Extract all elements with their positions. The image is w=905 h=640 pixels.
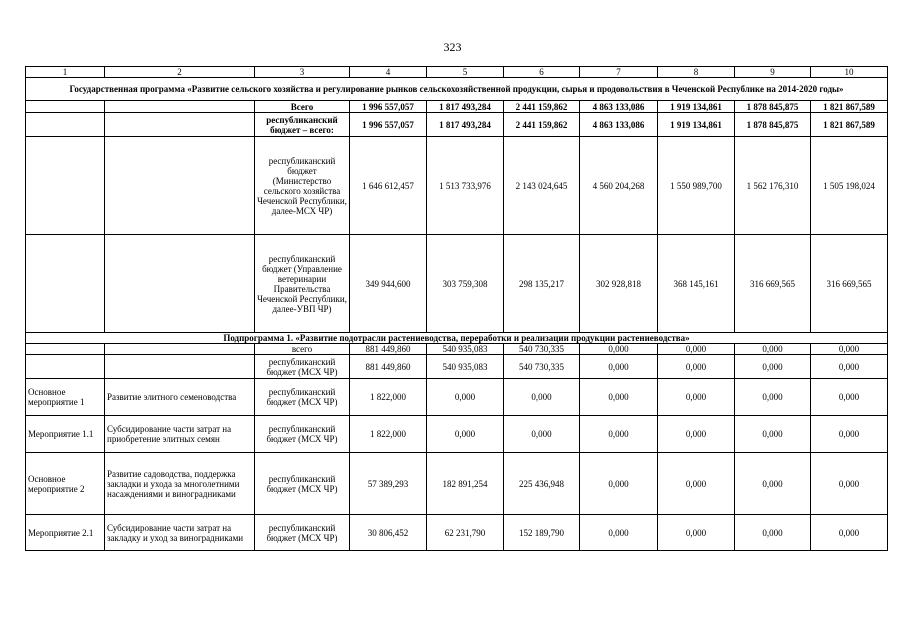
value-cell: 298 135,217 <box>504 235 580 333</box>
value-cell: 1 996 557,057 <box>350 101 427 113</box>
code-cell: Мероприятие 2.1 <box>26 515 105 551</box>
value-cell: 0,000 <box>580 379 658 416</box>
value-cell: 1 821 867,589 <box>811 113 888 137</box>
column-number: 3 <box>255 67 350 78</box>
column-number: 9 <box>735 67 811 78</box>
column-number: 4 <box>350 67 427 78</box>
name-cell: Субсидирование части затрат на закладку и уход за виноградниками <box>105 515 255 551</box>
column-number-row <box>26 67 888 78</box>
value-cell: 1 822,000 <box>350 416 427 453</box>
value-cell: 0,000 <box>580 416 658 453</box>
value-cell: 57 389,293 <box>350 453 427 515</box>
column-number: 8 <box>658 67 735 78</box>
value-cell: 0,000 <box>735 453 811 515</box>
value-cell: 30 806,452 <box>350 515 427 551</box>
value-cell: 1 817 493,284 <box>427 101 504 113</box>
value-cell: 368 145,161 <box>658 235 735 333</box>
name-cell <box>105 113 255 137</box>
source-cell: республиканский бюджет (Министерство сельского хозяйства Чеченской Республики, далее-МСХ ЧР) <box>255 137 350 235</box>
value-cell: 1 878 845,875 <box>735 113 811 137</box>
value-cell: 1 878 845,875 <box>735 101 811 113</box>
value-cell: 225 436,948 <box>504 453 580 515</box>
code-cell: Мероприятие 1.1 <box>26 416 105 453</box>
value-cell: 1 646 612,457 <box>350 137 427 235</box>
value-cell: 4 863 133,086 <box>580 113 658 137</box>
name-cell: Субсидирование части затрат на приобретение элитных семян <box>105 416 255 453</box>
program-title-row <box>26 78 888 101</box>
value-cell: 62 231,790 <box>427 515 504 551</box>
value-cell: 881 449,860 <box>350 355 427 379</box>
value-cell: 1 996 557,057 <box>350 113 427 137</box>
value-cell: 540 935,083 <box>427 355 504 379</box>
source-cell: республиканский бюджет (МСХ ЧР) <box>255 355 350 379</box>
value-cell: 0,000 <box>735 344 811 355</box>
code-cell: Основное мероприятие 1 <box>26 379 105 416</box>
value-cell: 0,000 <box>427 379 504 416</box>
value-cell: 0,000 <box>580 344 658 355</box>
source-cell: республиканский бюджет (МСХ ЧР) <box>255 379 350 416</box>
value-cell: 1 513 733,976 <box>427 137 504 235</box>
value-cell: 1 919 134,861 <box>658 101 735 113</box>
column-number: 10 <box>811 67 888 78</box>
code-cell <box>26 355 105 379</box>
value-cell: 0,000 <box>811 416 888 453</box>
source-cell: республиканский бюджет – всего: <box>255 113 350 137</box>
table-row <box>26 101 888 113</box>
table-row <box>26 379 888 416</box>
value-cell: 2 441 159,862 <box>504 113 580 137</box>
column-number: 1 <box>26 67 105 78</box>
value-cell: 540 935,083 <box>427 344 504 355</box>
value-cell: 1 821 867,589 <box>811 101 888 113</box>
code-cell <box>26 235 105 333</box>
table-row <box>26 137 888 235</box>
table-row <box>26 515 888 551</box>
value-cell: 540 730,335 <box>504 344 580 355</box>
page-number: 323 <box>443 40 462 54</box>
value-cell: 0,000 <box>811 453 888 515</box>
source-cell: республиканский бюджет (МСХ ЧР) <box>255 416 350 453</box>
value-cell: 302 928,818 <box>580 235 658 333</box>
source-cell: республиканский бюджет (Управление ветеринарии Правительства Чеченской Республики, далее-УВП ЧР) <box>255 235 350 333</box>
table-row <box>26 344 888 355</box>
budget-table <box>25 66 888 551</box>
name-cell <box>105 137 255 235</box>
subprogram-title-row <box>26 333 888 344</box>
value-cell: 1 822,000 <box>350 379 427 416</box>
value-cell: 0,000 <box>811 344 888 355</box>
value-cell: 4 560 204,268 <box>580 137 658 235</box>
value-cell: 540 730,335 <box>504 355 580 379</box>
value-cell: 152 189,790 <box>504 515 580 551</box>
value-cell: 0,000 <box>658 344 735 355</box>
value-cell: 0,000 <box>735 416 811 453</box>
name-cell: Развитие садоводства, поддержка закладки и ухода за многолетними насаждениями и виноградниками <box>105 453 255 515</box>
name-cell: Развитие элитного семеноводства <box>105 379 255 416</box>
value-cell: 0,000 <box>504 379 580 416</box>
value-cell: 2 143 024,645 <box>504 137 580 235</box>
table-row <box>26 235 888 333</box>
value-cell: 0,000 <box>811 515 888 551</box>
value-cell: 1 550 989,700 <box>658 137 735 235</box>
column-number: 5 <box>427 67 504 78</box>
value-cell: 0,000 <box>504 416 580 453</box>
value-cell: 1 919 134,861 <box>658 113 735 137</box>
value-cell: 303 759,308 <box>427 235 504 333</box>
value-cell: 349 944,600 <box>350 235 427 333</box>
value-cell: 0,000 <box>735 355 811 379</box>
source-cell: всего <box>255 344 350 355</box>
code-cell <box>26 113 105 137</box>
value-cell: 0,000 <box>580 515 658 551</box>
value-cell: 1 505 198,024 <box>811 137 888 235</box>
source-cell: Всего <box>255 101 350 113</box>
value-cell: 0,000 <box>658 515 735 551</box>
value-cell: 0,000 <box>658 355 735 379</box>
value-cell: 0,000 <box>658 379 735 416</box>
value-cell: 0,000 <box>735 379 811 416</box>
code-cell <box>26 344 105 355</box>
name-cell <box>105 235 255 333</box>
value-cell: 0,000 <box>811 379 888 416</box>
value-cell: 182 891,254 <box>427 453 504 515</box>
value-cell: 316 669,565 <box>811 235 888 333</box>
table-row <box>26 355 888 379</box>
column-number: 6 <box>504 67 580 78</box>
value-cell: 2 441 159,862 <box>504 101 580 113</box>
code-cell <box>26 101 105 113</box>
value-cell: 0,000 <box>658 453 735 515</box>
value-cell: 316 669,565 <box>735 235 811 333</box>
name-cell <box>105 355 255 379</box>
code-cell: Основное мероприятие 2 <box>26 453 105 515</box>
value-cell: 0,000 <box>580 355 658 379</box>
value-cell: 1 817 493,284 <box>427 113 504 137</box>
value-cell: 0,000 <box>580 453 658 515</box>
subprogram-title: Подпрограмма 1. «Развитие подотрасли растениеводства, переработки и реализации продукции растениеводства» <box>26 333 888 344</box>
name-cell <box>105 344 255 355</box>
column-number: 2 <box>105 67 255 78</box>
table-row <box>26 113 888 137</box>
code-cell <box>26 137 105 235</box>
value-cell: 0,000 <box>658 416 735 453</box>
value-cell: 0,000 <box>735 515 811 551</box>
value-cell: 1 562 176,310 <box>735 137 811 235</box>
name-cell <box>105 101 255 113</box>
value-cell: 881 449,860 <box>350 344 427 355</box>
table-row <box>26 453 888 515</box>
value-cell: 0,000 <box>811 355 888 379</box>
column-number: 7 <box>580 67 658 78</box>
value-cell: 4 863 133,086 <box>580 101 658 113</box>
program-title: Государственная программа «Развитие сельского хозяйства и регулирование рынков сельскохозяйственной продукции, сырья и продовольствия в Чеченской Республике на 2014-2020 годы» <box>26 78 888 101</box>
table-row <box>26 416 888 453</box>
source-cell: республиканский бюджет (МСХ ЧР) <box>255 453 350 515</box>
value-cell: 0,000 <box>427 416 504 453</box>
source-cell: республиканский бюджет (МСХ ЧР) <box>255 515 350 551</box>
